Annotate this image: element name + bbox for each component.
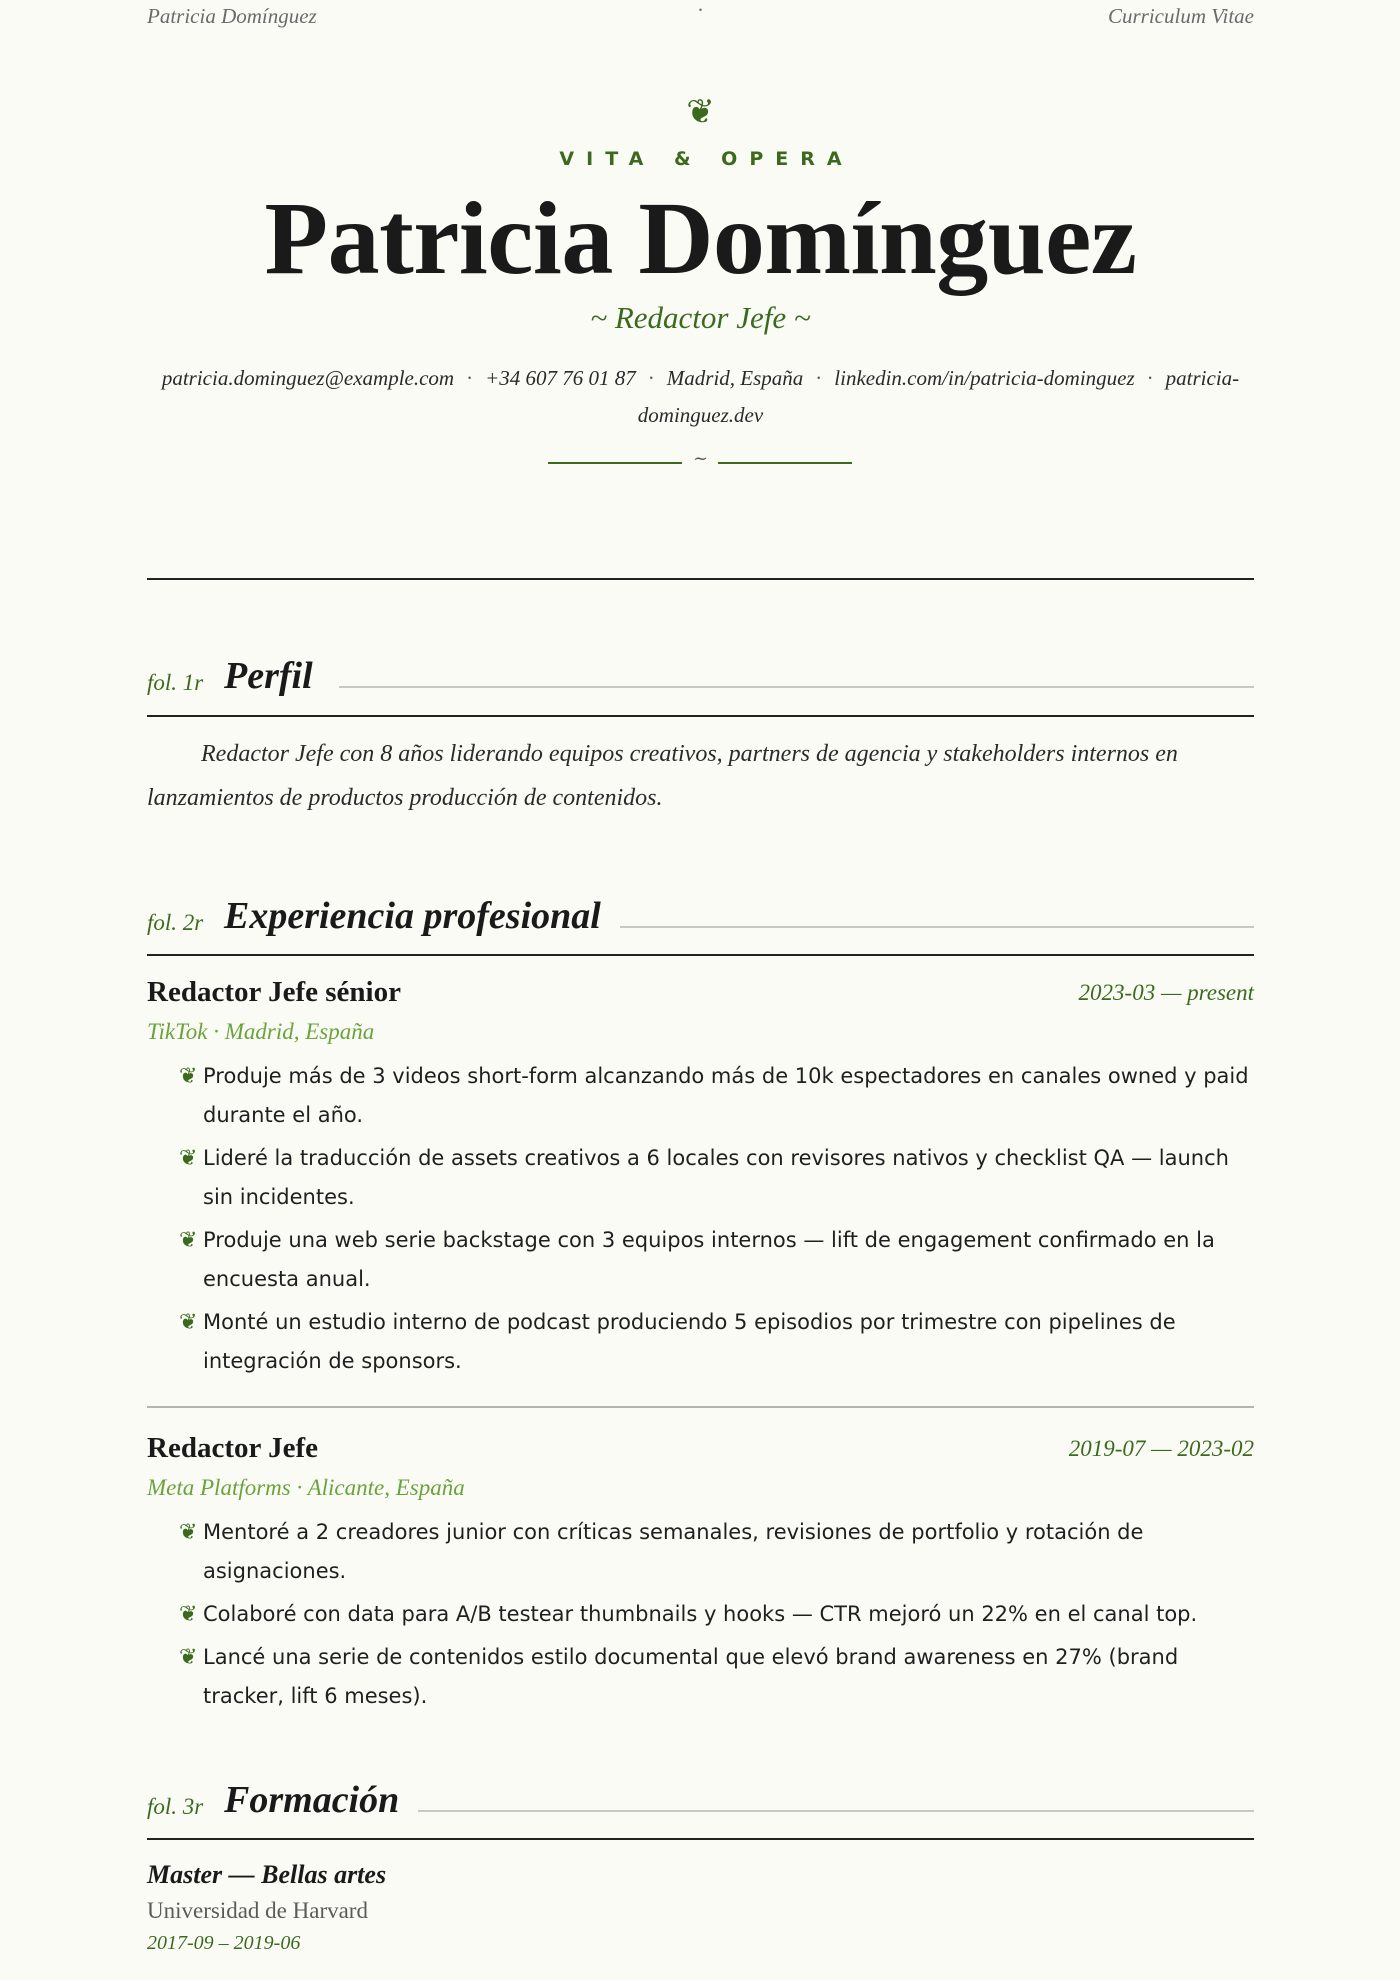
- running-header-name: Patricia Domínguez: [147, 4, 317, 28]
- section-title: Perfil: [224, 655, 313, 697]
- job-dates: 2019-07 — 2023-02: [1068, 1436, 1254, 1461]
- list-item: [147, 1139, 1254, 1217]
- folio-label: fol. 1r: [147, 670, 204, 695]
- list-item: [147, 1221, 1254, 1299]
- job-bullets: [147, 1513, 1254, 1716]
- job-dates: 2023-03 — present: [1078, 980, 1254, 1005]
- masthead: [147, 94, 1254, 474]
- school-name: Universidad de Harvard: [147, 1898, 368, 1923]
- person-name: Patricia Domínguez: [264, 181, 1137, 296]
- education-entry: [147, 1860, 1254, 1955]
- bullet-text: Produje más de 3 videos short-form alcanzando más de 10k espectadores en canales owned y paid durante el año.: [203, 1064, 1249, 1127]
- fleuron-icon: ❦: [686, 92, 715, 132]
- bullet-icon: ❦: [179, 1645, 198, 1670]
- contact-linkedin[interactable]: linkedin.com/in/patricia-dominguez: [834, 366, 1135, 390]
- job-title: Redactor Jefe: [147, 1432, 318, 1464]
- bullet-text: Monté un estudio interno de podcast produciendo 5 episodios por trimestre con pipelines de integración de sponsors.: [203, 1310, 1176, 1373]
- bullet-icon: ❦: [179, 1602, 198, 1627]
- section-hairline: [620, 926, 1254, 928]
- bullet-icon: ❦: [179, 1520, 198, 1545]
- section-header-profile: [147, 648, 1254, 698]
- contact-separator: ·: [1146, 366, 1154, 390]
- running-header-title: Curriculum Vitae: [1107, 4, 1254, 28]
- degree-title: Master — Bellas artes: [147, 1860, 387, 1889]
- bullet-text: Mentoré a 2 creadores junior con críticas semanales, revisiones de portfolio y rotación de asignaciones.: [203, 1520, 1144, 1583]
- bullet-icon: ❦: [179, 1064, 198, 1089]
- bullet-icon: ❦: [179, 1310, 198, 1335]
- bullet-text: Lancé una serie de contenidos estilo documental que elevó brand awareness en 27% (brand tracker, lift 6 meses).: [203, 1645, 1179, 1708]
- section-hairline: [339, 686, 1254, 688]
- job-org: Meta Platforms · Alicante, España: [147, 1475, 465, 1500]
- bullet-text: Lideré la traducción de assets creativos a 6 locales con revisores nativos y checklist QA — launch sin incidentes.: [203, 1146, 1229, 1209]
- section-title: Experiencia profesional: [224, 895, 601, 937]
- ornament-rule: [147, 448, 1254, 474]
- job-divider: [147, 1406, 1254, 1408]
- contact-line: [147, 360, 1254, 434]
- job-bullets: [147, 1057, 1254, 1381]
- bullet-text: Colaboré con data para A/B testear thumbnails y hooks — CTR mejoró un 22% en el canal top.: [203, 1602, 1198, 1626]
- job-org: TikTok · Madrid, España: [147, 1019, 375, 1044]
- contact-website[interactable]: patricia-dominguez.dev: [637, 366, 1240, 427]
- job-entry: [147, 1432, 1254, 1720]
- contact-separator: ·: [815, 366, 823, 390]
- list-item: [147, 1303, 1254, 1381]
- list-item: [147, 1513, 1254, 1591]
- bullet-icon: ❦: [179, 1228, 198, 1253]
- section-hairline: [418, 1810, 1254, 1812]
- section-rule: [147, 1838, 1254, 1840]
- kicker: VITA & OPERA: [559, 148, 854, 170]
- list-item: [147, 1595, 1254, 1634]
- running-header-dot: ·: [697, 0, 704, 22]
- ornament-tilde: ~: [692, 448, 709, 469]
- folio-label: fol. 2r: [147, 910, 204, 935]
- section-rule: [147, 954, 1254, 956]
- section-header-education: [147, 1772, 1254, 1822]
- contact-email[interactable]: patricia.dominguez@example.com: [161, 366, 455, 390]
- job-entry: [147, 976, 1254, 1385]
- section-title: Formación: [224, 1779, 400, 1821]
- job-title: Redactor Jefe sénior: [147, 976, 401, 1008]
- masthead-divider: [147, 578, 1254, 580]
- ornament-line-right: [718, 462, 852, 464]
- contact-separator: ·: [647, 366, 655, 390]
- section-header-experience: [147, 888, 1254, 938]
- profile-text: Redactor Jefe con 8 años liderando equipos creativos, partners de agencia y stakeholders internos en lanzamientos de productos producción de contenidos.: [147, 741, 1178, 811]
- folio-label: fol. 3r: [147, 1794, 204, 1819]
- role-title: ~ Redactor Jefe ~: [590, 300, 811, 335]
- contact-separator: ·: [466, 366, 474, 390]
- list-item: [147, 1638, 1254, 1716]
- education-period: 2017-09 – 2019-06: [147, 1932, 301, 1954]
- list-item: [147, 1057, 1254, 1135]
- running-header: [147, 0, 1254, 32]
- section-rule: [147, 715, 1254, 717]
- bullet-icon: ❦: [179, 1146, 198, 1171]
- bullet-text: Produje una web serie backstage con 3 equipos internos — lift de engagement confirmado en la encuesta anual.: [203, 1228, 1215, 1291]
- contact-location: Madrid, España: [666, 366, 804, 390]
- contact-phone[interactable]: +34 607 76 01 87: [485, 366, 636, 390]
